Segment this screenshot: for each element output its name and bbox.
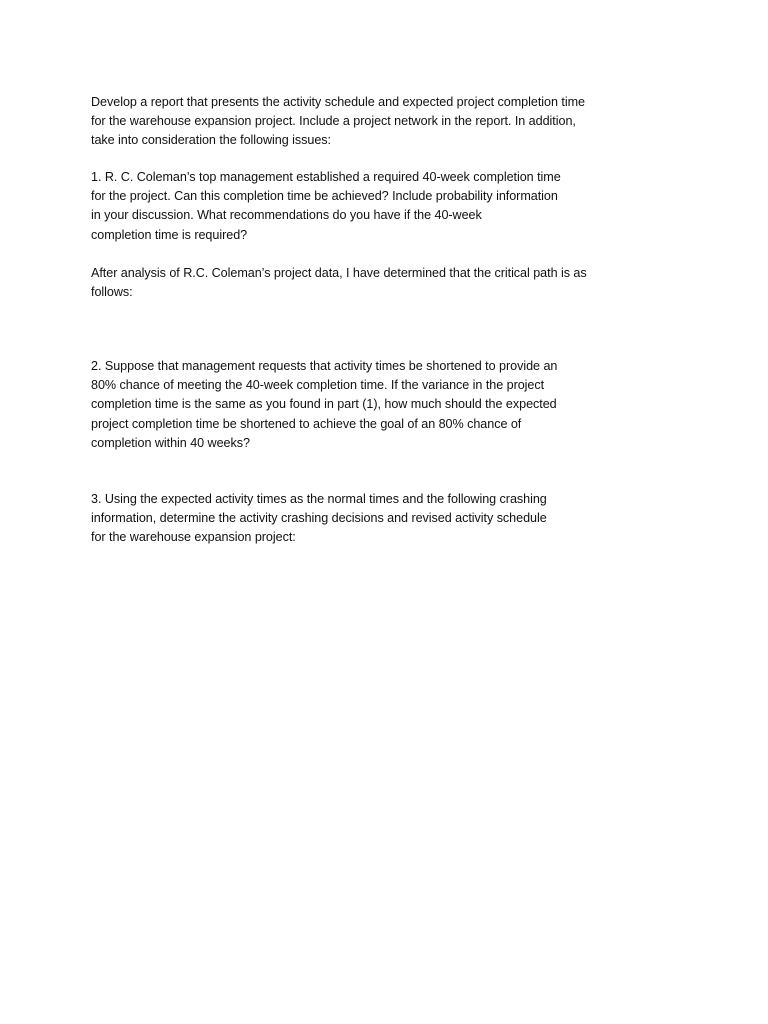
issue-1-line-1: 1. R. C. Coleman’s top management established a required 40-week completion time bbox=[91, 170, 561, 184]
analysis-paragraph bbox=[91, 264, 691, 302]
intro-line-1: Develop a report that presents the activity schedule and expected project completion time bbox=[91, 95, 585, 109]
issue-3-paragraph bbox=[91, 490, 691, 548]
intro-line-2: for the warehouse expansion project. Include a project network in the report. In addition, bbox=[91, 114, 576, 129]
issue-2-line-3: completion time is the same as you found in part (1), how much should the expected bbox=[91, 397, 557, 412]
intro-paragraph bbox=[91, 93, 691, 151]
issue-3-line-1: 3. Using the expected activity times as the normal times and the following crashing bbox=[91, 492, 547, 506]
issue-2-line-5: completion within 40 weeks? bbox=[91, 435, 250, 450]
issue-1-paragraph bbox=[91, 168, 691, 245]
issue-2-paragraph bbox=[91, 357, 691, 453]
issue-3-line-2: information, determine the activity crashing decisions and revised activity schedule bbox=[91, 511, 547, 526]
issue-2-line-4: project completion time be shortened to achieve the goal of an 80% chance of bbox=[91, 416, 522, 431]
issue-1-line-2: for the project. Can this completion time be achieved? Include probability information bbox=[91, 189, 558, 204]
issue-1-line-3: in your discussion. What recommendations do you have if the 40-week bbox=[91, 208, 482, 223]
issue-2-line-1: 2. Suppose that management requests that activity times be shortened to provide an bbox=[91, 359, 558, 373]
issue-2-line-2: 80% chance of meeting the 40-week completion time. If the variance in the project bbox=[91, 378, 545, 393]
analysis-line-2: follows: bbox=[91, 285, 133, 300]
issue-1-line-4: completion time is required? bbox=[91, 227, 248, 242]
intro-line-3: take into consideration the following issues: bbox=[91, 133, 331, 148]
issue-3-line-3: for the warehouse expansion project: bbox=[91, 530, 296, 545]
analysis-line-1: After analysis of R.C. Coleman’s project data, I have determined that the critical path is as bbox=[91, 266, 587, 280]
